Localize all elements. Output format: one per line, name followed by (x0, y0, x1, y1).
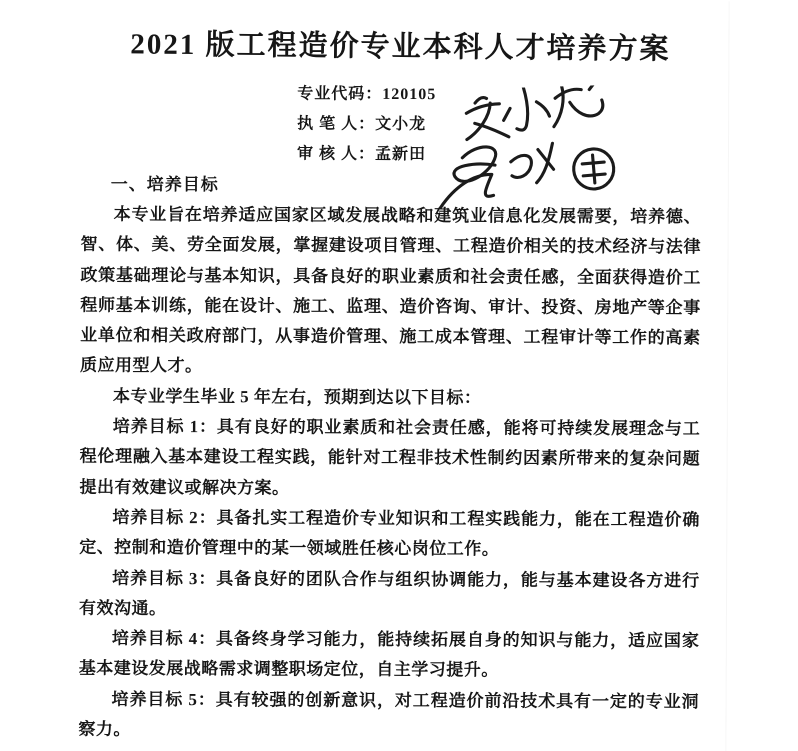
page-title: 2021 版工程造价专业本科人才培养方案 (130, 28, 671, 66)
objective-3-line: 有效沟通。 (78, 598, 167, 618)
paragraph-line: 质应用型人才。 (79, 356, 203, 376)
objective-5-line: 察力。 (78, 719, 131, 739)
major-code-value: 120105 (382, 85, 437, 104)
reviewer-row (297, 140, 436, 171)
paragraph-line: 本专业旨在培养适应国家区域发展战略和建筑业信息化发展需要，培养德、 (113, 204, 701, 227)
paragraph-line: 政策基础理论与基本知识，具备良好的职业素质和社会责任感，全面获得造价工 (80, 265, 701, 287)
reviewer-label: 审 核 人： (296, 145, 376, 163)
objective-4-line: 培养目标 4：具备终身学习能力，能持续拓展自身的知识与能力，适应国家 (111, 628, 699, 651)
scan-artifact-line (725, 1, 729, 751)
major-code-label: 专业代码： (297, 85, 383, 103)
objective-4-line: 基本建设发展战略需求调整职场定位，自主学习提升。 (78, 659, 499, 680)
section-heading: 一、培养目标 (110, 174, 219, 195)
paragraph-line: 业单位和相关政府部门，从事造价管理、施工成本管理、工程审计等工作的高素 (80, 325, 701, 348)
objective-1-line: 培养目标 1：具有良好的职业素质和社会责任感，能将可持续发展理念与工 (112, 416, 700, 439)
meta-block (297, 80, 436, 171)
paragraph-line: 程师基本训练，能在设计、施工、监理、造价咨询、审计、投资、房地产等企事 (80, 295, 701, 318)
major-code-row (297, 80, 436, 111)
writer-row (297, 110, 436, 141)
paragraph-line: 本专业学生毕业 5 年左右，预期到达以下目标： (112, 386, 482, 408)
writer-signature-icon (461, 83, 606, 143)
writer-value: 文小龙 (375, 115, 427, 134)
objective-3-line: 培养目标 3：具备良好的团队合作与组织协调能力，能与基本建设各方进行 (112, 568, 700, 590)
objective-2-line: 定、控制和造价管理中的某一领域胜任核心岗位工作。 (79, 537, 500, 559)
section-training-objectives (78, 170, 701, 748)
writer-label: 执 笔 人： (297, 115, 376, 133)
objective-2-line: 培养目标 2：具备扎实工程造价专业知识和工程实践能力，能在工程造价确 (112, 507, 700, 530)
objective-1-line: 提出有效建议或解决方案。 (79, 477, 290, 498)
objective-1-line: 程伦理融入基本建设工程实践，能针对工程非技术性制约因素所带来的复杂问题 (79, 446, 700, 469)
paragraph-line: 智、体、美、劳全面发展，掌握建设项目管理、工程造价相关的技术经济与法律 (80, 234, 701, 257)
objective-5-line: 培养目标 5：具有较强的创新意识，对工程造价前沿技术具有一定的专业洞 (111, 689, 699, 712)
reviewer-value: 孟新田 (374, 145, 427, 164)
